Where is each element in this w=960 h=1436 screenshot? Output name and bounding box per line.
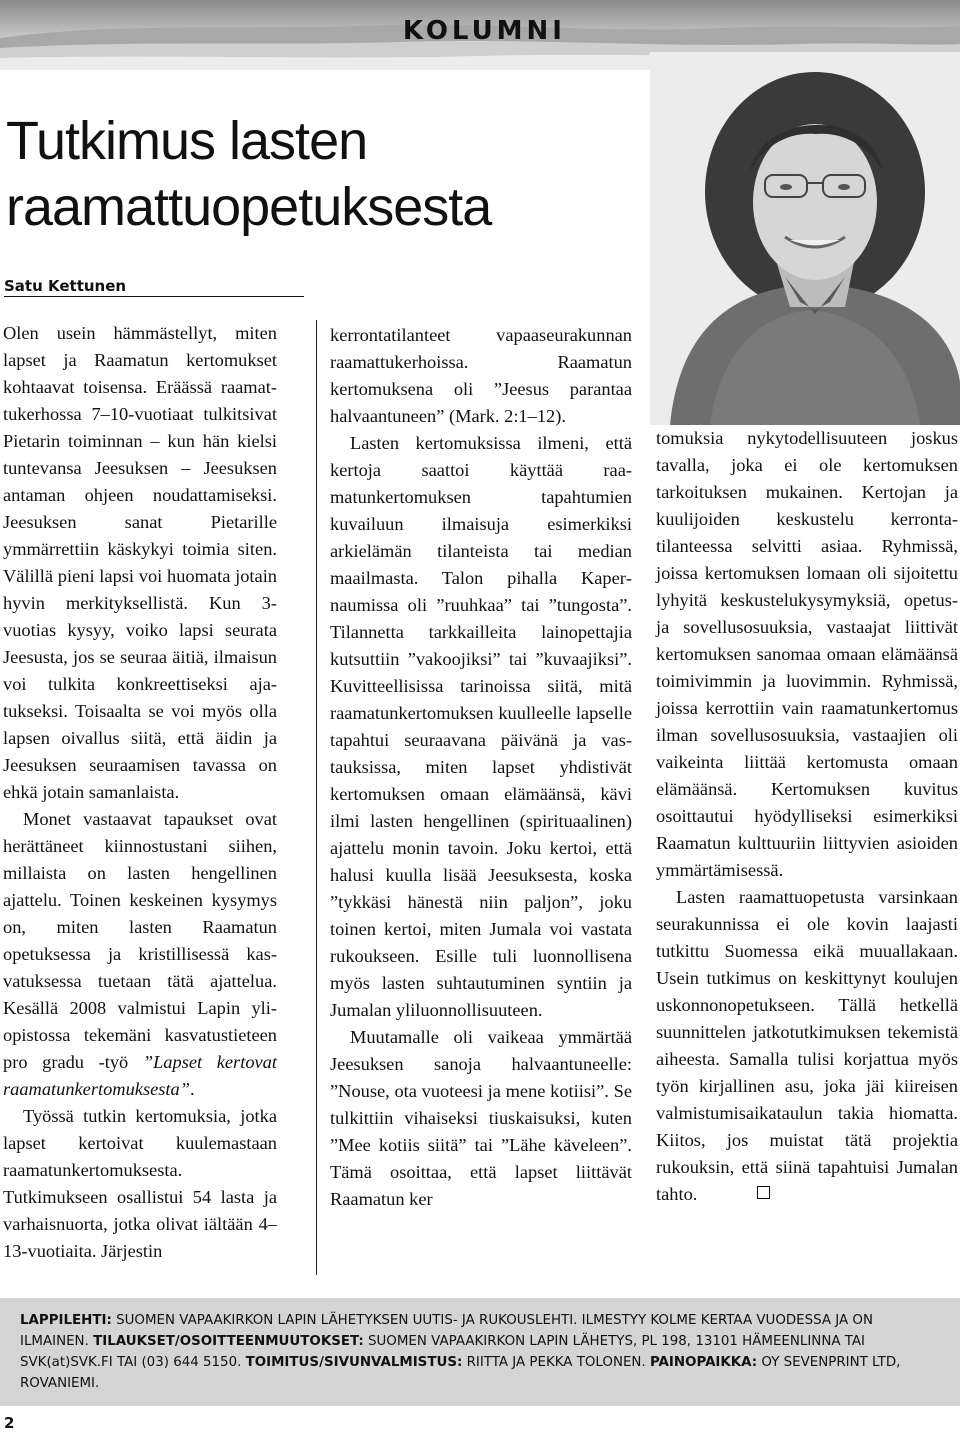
paragraph — [656, 884, 958, 1208]
colophon-text: SUOMEN VAPAAKIRKON LAPIN LÄHETYKSEN UUTIS- JA RUKOUSLEHTI. ILMESTYY KOLME KERTAA VUODESSA JA ON ILMAINEN. — [20, 1313, 873, 1349]
author-divider — [4, 296, 304, 297]
paragraph-text: Monet vastaavat tapaukset ovat herättäneet kiinnostustani siihen, millaista on lasten hengellinen ajattelu. Toinen keskeinen kysymys on, miten lasten Raamatun opetuksessa ja kristillisessä kasvatuksessa tuetaan tätä ajattelua. Kesällä 2008 valmistui Lapin yliopistossa tekemäni kasvatustieteen pro gradu -työ — [3, 809, 277, 1072]
colophon — [20, 1310, 945, 1394]
paragraph — [3, 806, 277, 1103]
paragraph: Työssä tutkin kertomuksia, jotka lapset kertoivat kuulemastaan raamatunkertomuksesta. Tutkimukseen osallistui 54 lasta ja varhaisnuorta, jotka olivat iältään 4–13-vuotiaita. Järjestin — [3, 1106, 277, 1261]
end-square-icon — [757, 1186, 770, 1199]
article-column-1 — [3, 320, 277, 1265]
title-line-1: Tutkimus lasten — [6, 111, 368, 171]
column-divider — [316, 320, 317, 1275]
paragraph: tomuksia nykytodellisuuteen joskus tavalla, joka ei ole kertomuksen tarkoituksen mukainen. Kertojan ja kuulijoiden keskustelu kerrontatilanteessa selvitti asiaa. Ryhmissä, joissa kertomuksen lomaan oli sijoitettu lyhyitä keskustelukysymyksiä, opetus- ja sovellusosuuksia, vastaajat liittivät kertomuksen sanomaa omaan elämäänsä toimivimmin ja luovimmin. Ryhmissä, joissa kerrottiin vain raamatunkertomus ilman sovellusosuuksia, vastaajien oli vaikeinta liittää kertomusta omaan elämäänsä. Kertomuksen kuvitus osoittautui hyödylliseksi esimerkiksi Raamatun kulttuuriin liittyvien asioiden ymmärtämisessä. — [656, 428, 958, 880]
colophon-label-orders: TILAUKSET/OSOITTEENMUUTOKSET: — [93, 1334, 364, 1349]
portrait-illustration — [650, 52, 960, 425]
title-line-2: raamattuopetuksesta — [6, 177, 492, 237]
article-column-3 — [656, 425, 958, 1208]
colophon-label-printing: PAINOPAIKKA: — [649, 1355, 758, 1370]
paragraph-end: . — [189, 1079, 195, 1099]
colophon-label-editing: TOIMITUS/SIVUNVALMISTUS: — [245, 1355, 463, 1370]
author-byline: Satu Kettunen — [4, 277, 127, 295]
section-label: KOLUMNI — [402, 16, 566, 46]
colophon-label-lappilehti: LAPPILEHTI: — [20, 1313, 112, 1328]
paragraph: Muutamalle oli vaikeaa ymmärtää Jeesuksen sanoja halvaantuneelle: ”Nouse, ota vuoteesi ja mene kotiisi”. Se tulkittiin vihaiseksi tiuskaisuksi, kuten ”Mee kotiis siitä” tai ”Lähe käveleen”. Tämä osoittaa, että lapset liittävät Raamatun ker — [330, 1027, 632, 1209]
colophon-text: SUOMEN VAPAAKIRKON LAPIN LÄHETYS, PL 198, 13101 HÄMEENLINNA TAI SVK(at)SVK.FI TAI (03) 644 5150. — [20, 1334, 866, 1370]
paragraph: Olen usein hämmästellyt, miten lapset ja Raamatun kertomukset kohtaavat toisensa. Eräässä raamattukerhossa 7–10-vuotiaat tulkitsivat Pietarin toiminnan – kun hän kielsi tuntevansa Jeesuksen – Jeesuksen antaman ohjeen noudattamiseksi. Jeesuksen sanat Pietarille ymmärrettiin käskykyi toimia siten. Välillä pieni lapsi voi huomata jotain hyvin merkityksellistä. Kun 3-vuotias kysyy, voiko lapsi seurata Jeesusta, jos se seuraa äitiä, ilmaisun voi tulkita konkreettiseksi ajatukseksi. Toisaalta se voi myös olla lapsen oivallus siitä, että äidin ja Jeesuksen seuraamisen tavassa on ehkä jotain samanlaista. — [3, 323, 277, 802]
article-column-2 — [330, 322, 632, 1213]
article-title — [6, 108, 606, 240]
paragraph: Lasten kertomuksissa ilmeni, että kertoja saattoi käyttää raamatunkertomuksen tapahtumien kuvailuun ilmaisuja esimerkiksi arkielämän tilanteista tai median maailmasta. Talon pihalla Kapernaumissa oli ”ruuhkaa” tai ”tungosta”. Tilannetta tarkkailleita lainopettajia kutsuttiin ”vakoojiksi” tai ”kuvaajiksi”. Kuvitteellisissa tarinoissa siitä, mitä raamatunkertomuksen kuulleelle lapselle tapahtui seuraavana päivänä ja vastauksissa, miten lapset yhdistivät kertomuksen omaan elämäänsä, kävi ilmi lasten hengellinen (spirituaalinen) ajattelu monin tavoin. Joku kertoi, että halusi kuulla lisää Jeesuksesta, koska ”tykkäsi hänestä niin paljon”, joku toinen kertoi, miten Jumala voi vastata rukoukseen. Esille tuli luonnollisena myös lasten suhtautuminen syntiin ja Jumalan yliluonnollisuuteen. — [330, 433, 632, 1020]
paragraph: kerrontatilanteet vapaaseurakunnan raamattukerhoissa. Raamatun kertomuksena oli ”Jeesus parantaa halvaantuneen” (Mark. 2:1–12). — [330, 325, 632, 426]
colophon-text: OY SEVENPRINT LTD, ROVANIEMI. — [20, 1355, 901, 1391]
colophon-text: RIITTA JA PEKKA TOLONEN. — [462, 1355, 650, 1370]
author-portrait — [650, 52, 960, 425]
thesis-title: ”Lapset kertovat raamatunkertomuksesta” — [3, 1052, 277, 1099]
page-number: 2 — [4, 1414, 15, 1432]
paragraph-text: Lasten raamattuopetusta varsinkaan seurakunnissa ei ole kovin laajasti tutkittu Suomessa eikä muuallakaan. Usein tutkimus on keskittynyt koulujen uskonnonopetukseen. Tällä hetkellä suunnittelen jatkotutkimuksen tekemistä aiheesta. Samalla tulisi korjattua myös työn kirjallinen asu, joka jäi kiireisen valmistumisaikataulun takia hiomatta. Kiitos, jos muistat tätä projektia rukouksin, että siinä tapahtuisi Jumalan tahto. — [656, 887, 958, 1204]
